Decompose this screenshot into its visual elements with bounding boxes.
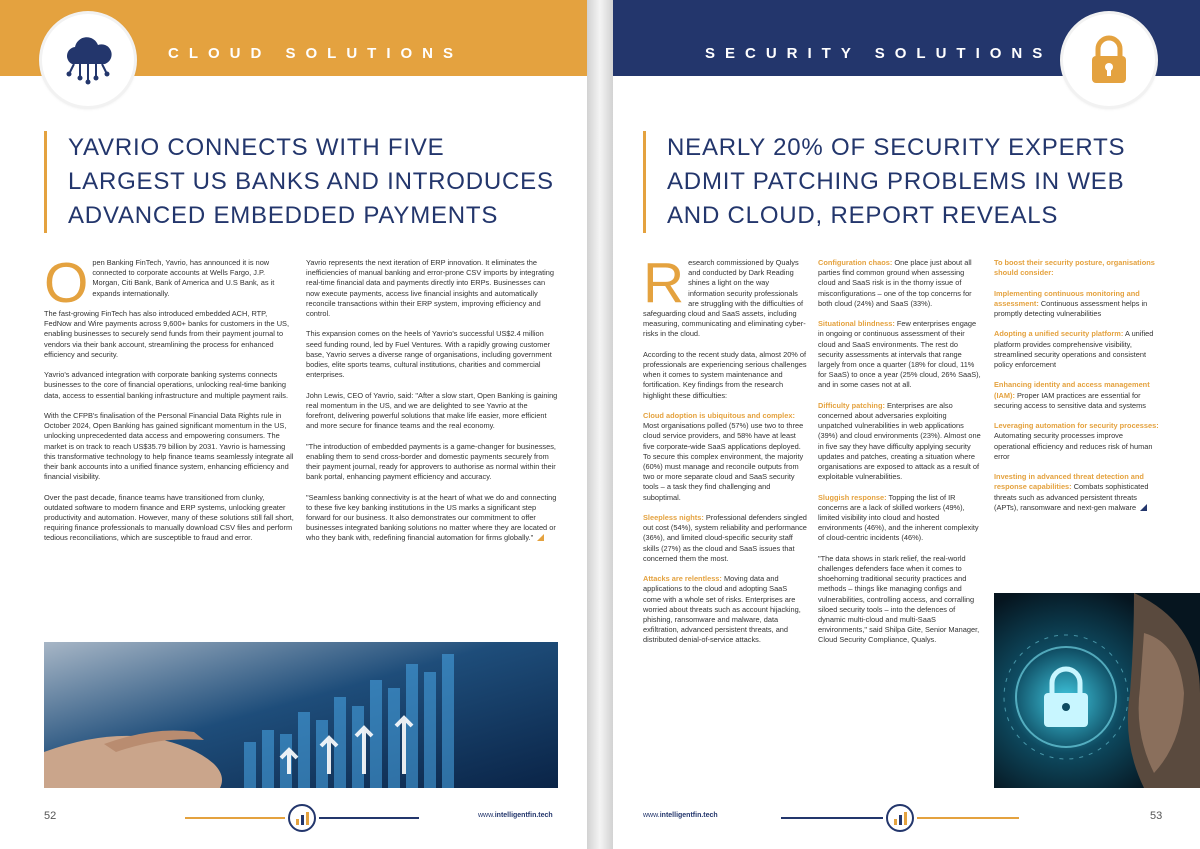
paragraph: Investing in advanced threat detection and response capabilities: Combats sophisticated threats such as advanced persistent threats (APTs), ransomware and next-gen malware [994, 472, 1149, 512]
paragraph: Situational blindness: Few enterprises engage in ongoing or continuous assessment of their cloud and SaaS environments. The rest do security assessments at intervals that range largely from once a quarter (18% for cloud, 11% for SaaS) to once a year (25% cloud, 26% SaaS), and in some cases not at all. [818, 319, 981, 390]
subheading: Cloud adoption is ubiquitous and complex: [643, 411, 795, 421]
headline-line: ADMIT PATCHING PROBLEMS IN WEB [667, 168, 1125, 195]
subheading: Attacks are relentless: [643, 574, 722, 584]
right-page [613, 0, 1200, 849]
page-footer [0, 798, 587, 838]
paragraph: With the CFPB's finalisation of the Personal Financial Data Rights rule in October 2024, Open Banking has gained significant momentum in the US, unlocking unprecedented data access and empowering consumers. The market is on track to reach US$35.79 billion by 2031. Yavrio is harnessing this transformative technology to help finance teams seamlessly integrate all their bank accounts into a unified finance system, enhancing efficiency and financial visibility. [44, 411, 294, 482]
paragraph: Enhancing identity and access management (IAM): Proper IAM practices are essential for securing access to sensitive data and systems [994, 380, 1150, 410]
paragraph: Cloud adoption is ubiquitous and complex: Most organisations polled (57%) use two to three cloud service providers, and 58% have at least five corporate-wide SaaS applications deployed. To secure this complex environment, the majority (60%) must manage and reconcile outputs from two or more separate cloud and SaaS security tools – a task they find challenging and suboptimal. [643, 411, 804, 502]
article-column-2 [818, 258, 983, 794]
paragraph: Adopting a unified security platform: A unified platform provides comprehensive visibility, streamlined security operations and consistent policy enforcement [994, 329, 1154, 369]
page-number: 52 [44, 810, 57, 822]
subheading: Implementing continuous monitoring and assessment: [994, 288, 1140, 308]
article-column-3 [994, 258, 1159, 588]
paragraph: Leveraging automation for security processes: Automating security processes improve operational efficiency and reduces risk of human error [994, 421, 1159, 461]
end-of-article-icon [1140, 504, 1147, 511]
paragraph: "The introduction of embedded payments is a game-changer for businesses, enabling them to send cross-border and domestic payments securely from their payment journal, ready for approvers to authorise as normal within their bank portal, enhancing payment efficiency and accuracy. [306, 441, 556, 482]
paragraph: According to the recent study data, almost 20% of professionals are experiencing serious challenges when it comes to system maintenance and fortification. Key findings from the research highlight these difficulties: [643, 349, 807, 400]
page-number: 53 [1150, 810, 1163, 822]
headline-line: NEARLY 20% OF SECURITY EXPERTS [667, 134, 1126, 161]
left-page [0, 0, 587, 849]
headline-line: LARGEST US BANKS AND INTRODUCES [68, 168, 554, 195]
headline-line: ADVANCED EMBEDDED PAYMENTS [68, 202, 499, 229]
subheading: Investing in advanced threat detection and response capabilities: [994, 472, 1144, 492]
paragraph: Research commissioned by Qualys and conducted by Dark Reading shines a light on the way information security professionals are struggling with the difficulties of safeguarding cloud and SaaS assets, including measuring, communicating and eliminating cyber-risks in the cloud. [643, 258, 806, 339]
subheading: Leveraging automation for security processes: [994, 421, 1159, 431]
paragraph: Yavrio's advanced integration with corporate banking systems connects businesses to the core of financial operations, unlocking real-time banking data, access to essential banking infrastructure and multiple payment rails. [44, 370, 289, 400]
subheading: Situational blindness: [818, 319, 895, 329]
subheading: Sleepless nights: [643, 513, 704, 523]
subheading: Configuration chaos: [818, 258, 893, 267]
paragraph: Sleepless nights: Professional defenders singled out cost (54%), system reliability and performance (36%), and limited cloud-specific security staff skills (27%) as the cloud and SaaS issues that concerned them the most. [643, 513, 807, 563]
website-link[interactable]: www.intelligentfin.tech [478, 812, 553, 819]
page-footer [613, 798, 1200, 838]
drop-cap: R [643, 258, 685, 315]
paragraph: John Lewis, CEO of Yavrio, said: "After a slow start, Open Banking is gaining real momentum in the US, and we are delighted to see Yavrio at the forefront, delivering powerful solutions that make life easier, more efficient and more secure for finance teams and the real economy. [306, 390, 558, 431]
article-column-1 [643, 258, 807, 794]
subheading: Sluggish response: [818, 492, 887, 502]
section-title: CLOUD SOLUTIONS [168, 45, 463, 62]
cloud-network-icon [42, 14, 134, 106]
growth-chart-logo [287, 803, 317, 833]
paragraph: The fast-growing FinTech has also introduced embedded ACH, RTP, FedNow and Wire payments across 9,600+ banks for customers in the US, enabling businesses to securely send funds from their payment journal to vendors via their bank account, streamlining the process for enhanced efficiency and security. [44, 309, 290, 359]
website-link[interactable]: www.intelligentfin.tech [643, 812, 718, 819]
paragraph: Configuration chaos: One place just about all parties find common ground when assessing cloud and SaaS risk is in the thorny issue of misconfigurations – one of the top concerns for both cloud (24%) and SaaS (33%). [818, 258, 972, 308]
sidebar-heading: To boost their security posture, organisations should consider: [994, 258, 1155, 278]
headline-line: AND CLOUD, REPORT REVEALS [667, 202, 1059, 229]
subheading: Enhancing identity and access management (IAM): [994, 380, 1150, 400]
paragraph: Difficulty patching: Enterprises are also concerned about adversaries exploiting unpatched vulnerabilities in web applications (39%) and cloud environments (23%). Almost one in five say they have difficulty applying security updates and patches, creating a situation where organisations are exposed to attack as a result of exploitable vulnerabilities. [818, 400, 981, 482]
padlock-icon [1063, 14, 1155, 106]
paragraph: Open Banking FinTech, Yavrio, has announced it is now connected to corporate accounts at Wells Fargo, J.P. Morgan, Citi Bank, Bank of America and U.S Bank, as it expands internationally. [44, 258, 275, 315]
article-column-2 [306, 258, 558, 638]
paragraph: "The data shows in stark relief, the real-world challenges defenders face when it comes to shoehorning traditional security practices and methods – things like managing configs and vulnerabilities, controlling access, and corralling siloed security tools – into the defences of dynamic multi-cloud and multi-SaaS environments," said Shilpa Gite, Senior Manager, Cloud Security Compliance, Qualys. [818, 553, 980, 645]
end-of-article-icon [537, 534, 544, 541]
article-headline [44, 131, 564, 233]
paragraph: Sluggish response: Topping the list of IR concerns are a lack of skilled workers (49%), limited visibility into cloud and hosted environments (46%), and the inherent complexity of cloud-centric incidents (46%). [818, 492, 979, 543]
subheading: Adopting a unified security platform: [994, 329, 1124, 339]
finance-chart-photo [44, 642, 558, 788]
headline-line: YAVRIO CONNECTS WITH FIVE [68, 134, 445, 161]
subheading: Difficulty patching: [818, 400, 885, 410]
drop-cap: O [44, 258, 89, 315]
paragraph: Yavrio represents the next iteration of ERP innovation. It eliminates the inefficiencies of manual banking and error-prone CSV imports by integrating real-time financial data and payments directly into ERPs. Businesses can now execute payments, access live financial insights and automatically reconcile transactions within their ERP system, improving efficiency and control. [306, 258, 554, 319]
paragraph: "Seamless banking connectivity is at the heart of what we do and connecting to these five key banking institutions in the US marks a significant step forward for our business. It also demonstrates our commitment to offer businesses integrated banking solutions no matter where they are located or who they bank with, redefining financial automation for firms globally." [306, 492, 557, 543]
security-lock-photo [994, 593, 1200, 788]
paragraph: Over the past decade, finance teams have transitioned from clunky, outdated software to modern finance and ERP systems, unlocking greater productivity and automation. However, many of these solutions still fall short, requiring finance professionals to manually download CSV files and perform tedious reconciliations, which are susceptible to fraud and error. [44, 492, 294, 543]
paragraph: This expansion comes on the heels of Yavrio's successful US$2.4 million seed funding round, led by Fuel Ventures. With a rapidly growing customer base, Yavrio serves a diverse range of organisations, including government bodies, elite sports teams, cultural institutions, charities and commercial enterprises. [306, 329, 552, 380]
article-column-1 [44, 258, 294, 638]
article-headline [643, 131, 1183, 233]
paragraph: Attacks are relentless: Moving data and applications to the cloud and adopting SaaS come with a whole set of risks. Enterprises are worried about threats such as account hijacking, phishing, ransomware and malware, data exfiltration, advanced persistent threats, and distributed denial-of-service attacks. [643, 574, 801, 645]
page-gutter [587, 0, 613, 849]
section-title: SECURITY SOLUTIONS [705, 45, 1053, 62]
growth-chart-logo [885, 803, 915, 833]
paragraph: Implementing continuous monitoring and assessment: Continuous assessment helps in promptly detecting vulnerabilities [994, 288, 1148, 318]
